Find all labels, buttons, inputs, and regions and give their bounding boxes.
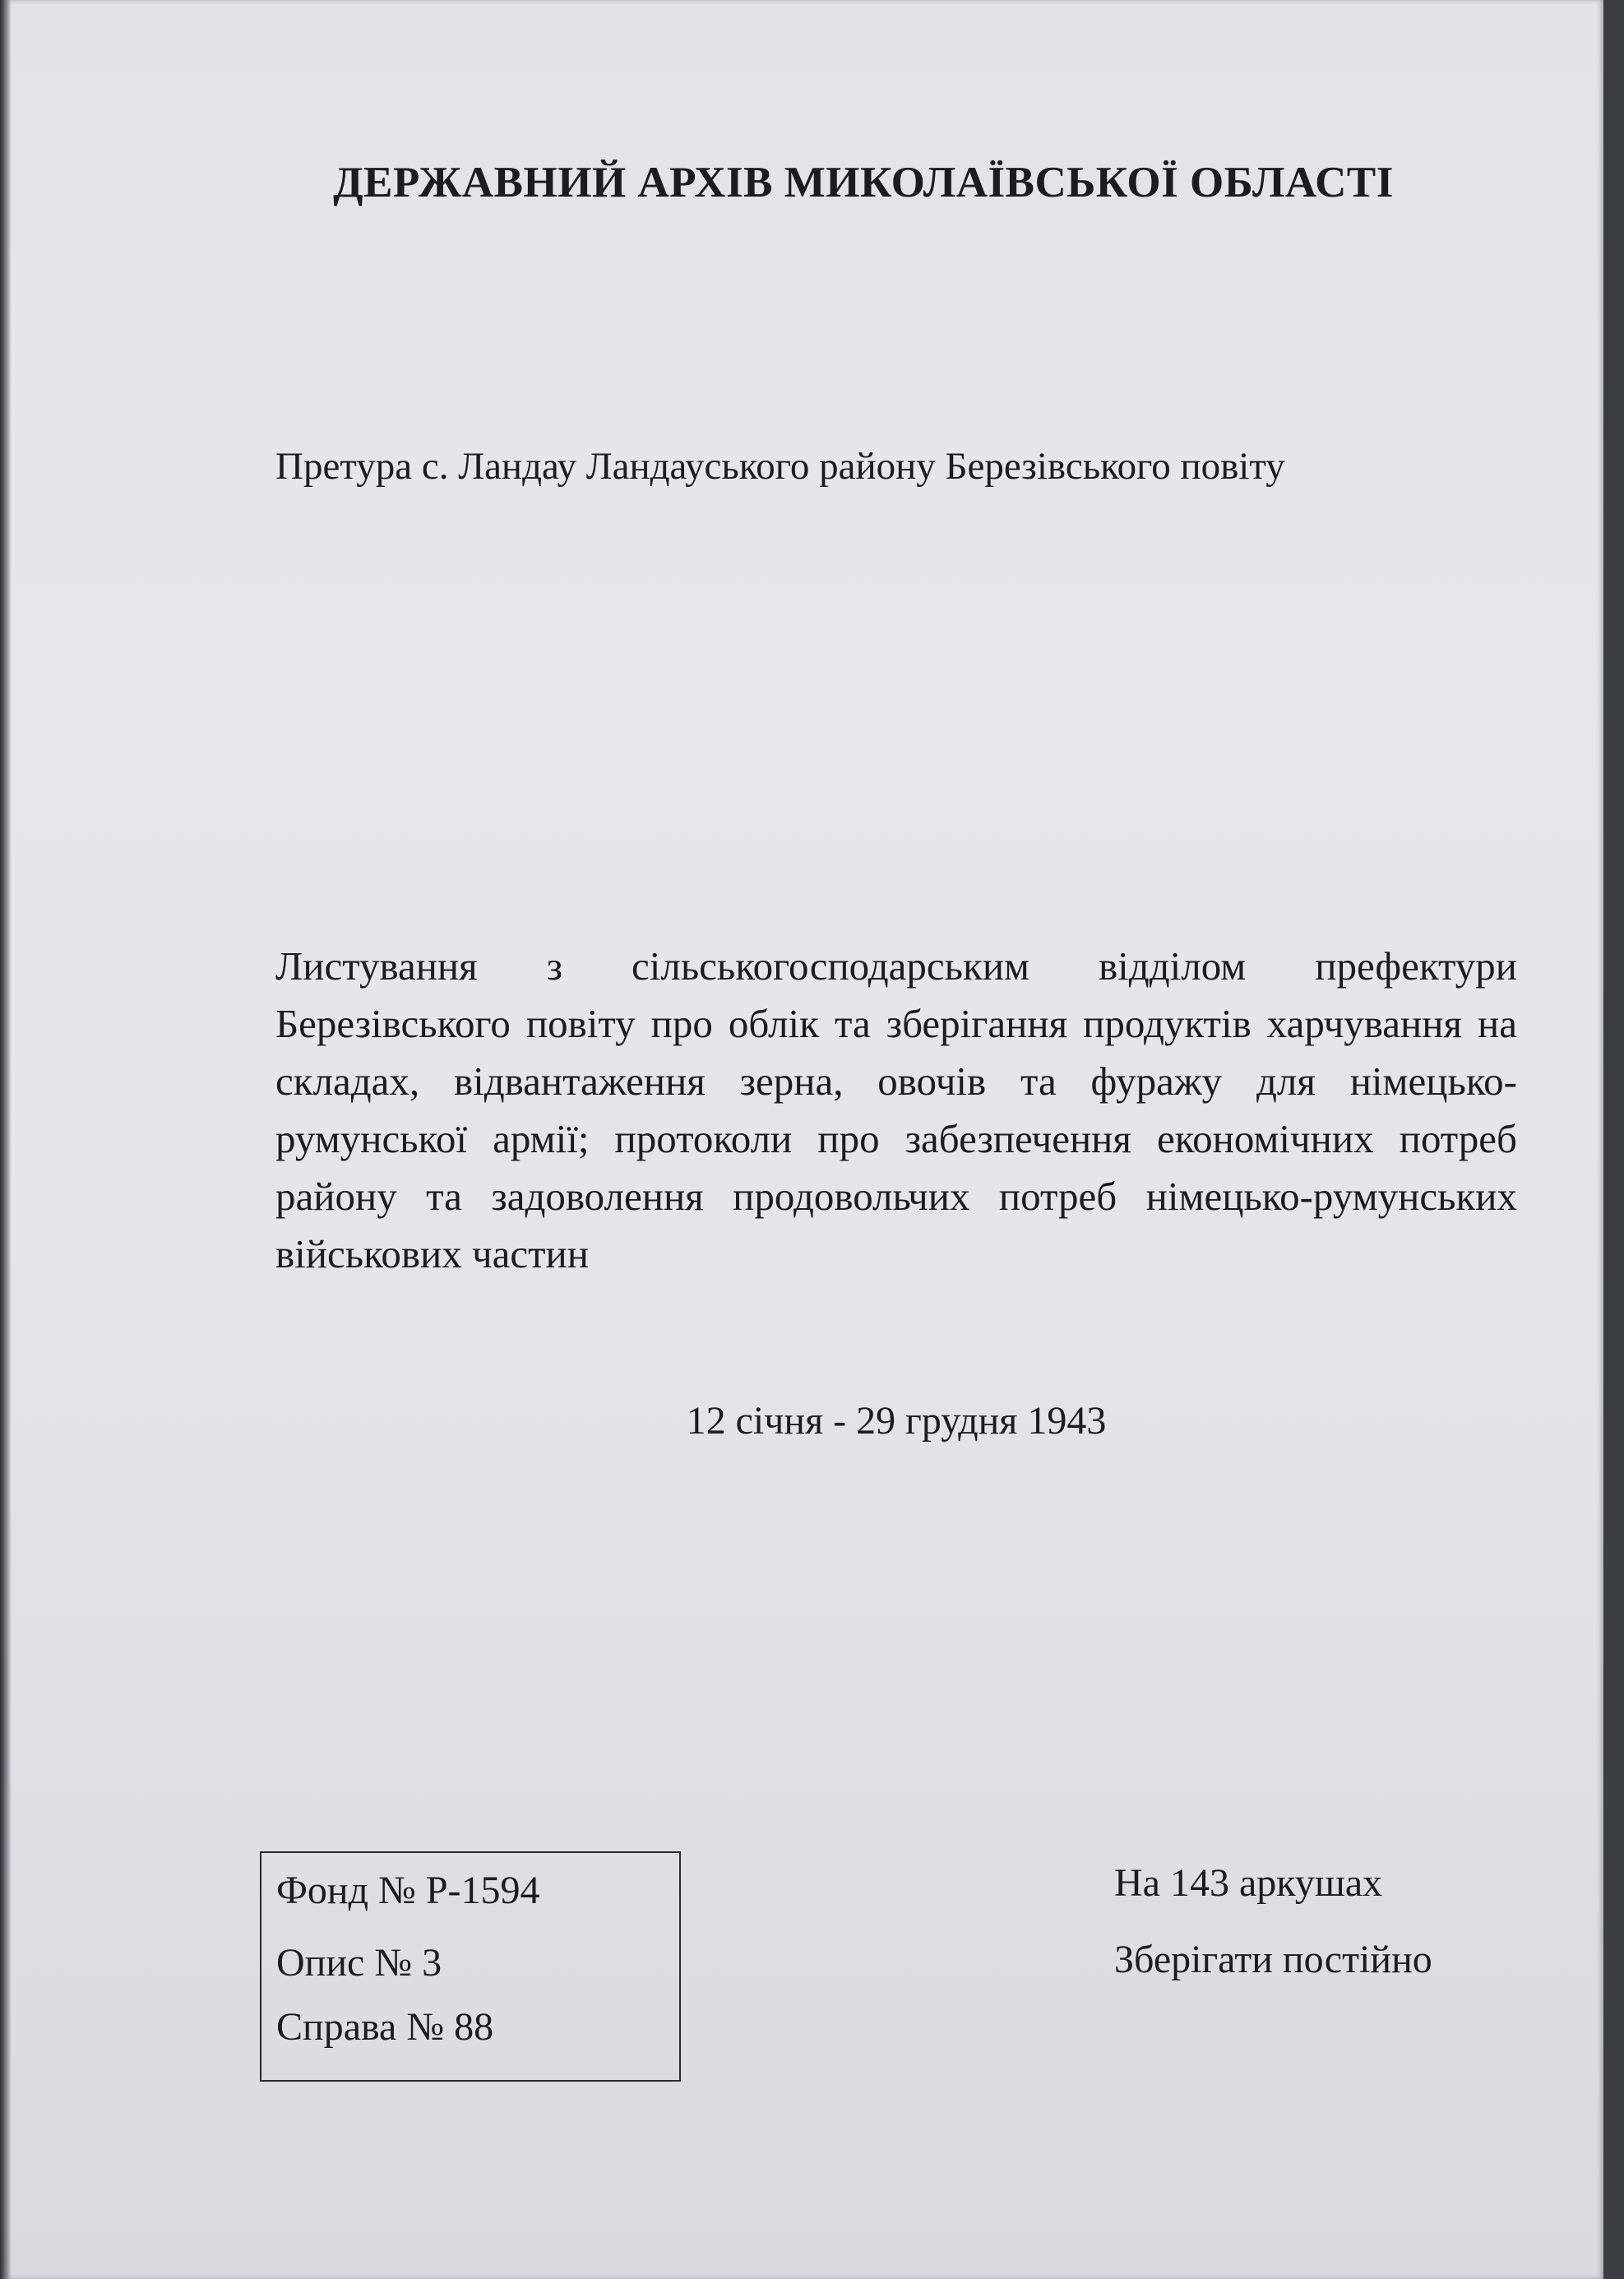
sheet-count: На 143 аркушах (1114, 1861, 1383, 1905)
retention-note: Зберігати постійно (1114, 1938, 1432, 1981)
page-edge-shadow (0, 0, 12, 2279)
file-description: Листування з сільськогосподарським відділом префектури Березівського повіту про облік та зберігання продуктів харчування на складах, відвантаження зерна, овочів та фуражу для німецько-румунської армії; протоколи про забезпечення економічних потреб району та задоволення продовольчих потреб німецько-румунських військових частин (275, 943, 1517, 1276)
archive-title: ДЕРЖАВНИЙ АРХІВ МИКОЛАЇВСЬКОЇ ОБЛАСТІ (333, 159, 1394, 206)
sprava-number: Справа № 88 (276, 2005, 494, 2049)
institution-name: Претура с. Ландау Ландауського району Березівського повіту (275, 445, 1285, 488)
fond-number: Фонд № Р-1594 (276, 1869, 540, 1912)
fond-info-box (260, 1851, 681, 2082)
opys-number: Опис № 3 (276, 1941, 442, 1985)
date-range: 12 січня - 29 грудня 1943 (686, 1399, 1107, 1443)
